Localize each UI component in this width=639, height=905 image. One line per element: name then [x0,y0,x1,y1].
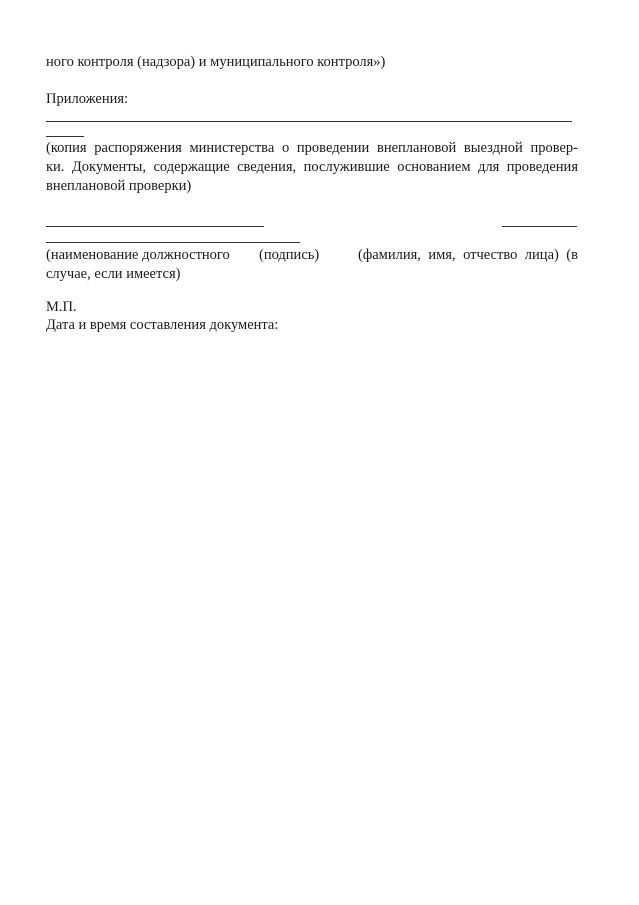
attachments-underline [46,121,572,122]
stamp-label: М.П. [46,299,77,315]
attachments-heading: Приложения: [46,91,129,107]
carryover-text: ного контроля (надзора) и муниципального контроля») [46,54,386,70]
name-signature-line [502,226,577,227]
signature-caption: (подпись) [259,247,320,263]
attachments-underline-short [46,136,84,137]
attachments-note-line-3: внеплановой проверки) [46,178,192,194]
attachments-note-line-2: ки. Документы, содержащие сведения, послужившие основанием для проведения [46,159,578,175]
position-underline [46,242,300,243]
name-caption-continuation: случае, если имеется) [46,266,181,282]
position-caption: (наименование должностного [46,247,230,263]
attachments-note-line-1: (копия распоряжения министерства о проведении внеплановой выездной провер- [46,140,578,156]
name-caption: (фамилия, имя, отчество лица) (в [358,247,578,263]
position-signature-line [46,226,264,227]
date-time-label: Дата и время составления документа: [46,317,279,333]
